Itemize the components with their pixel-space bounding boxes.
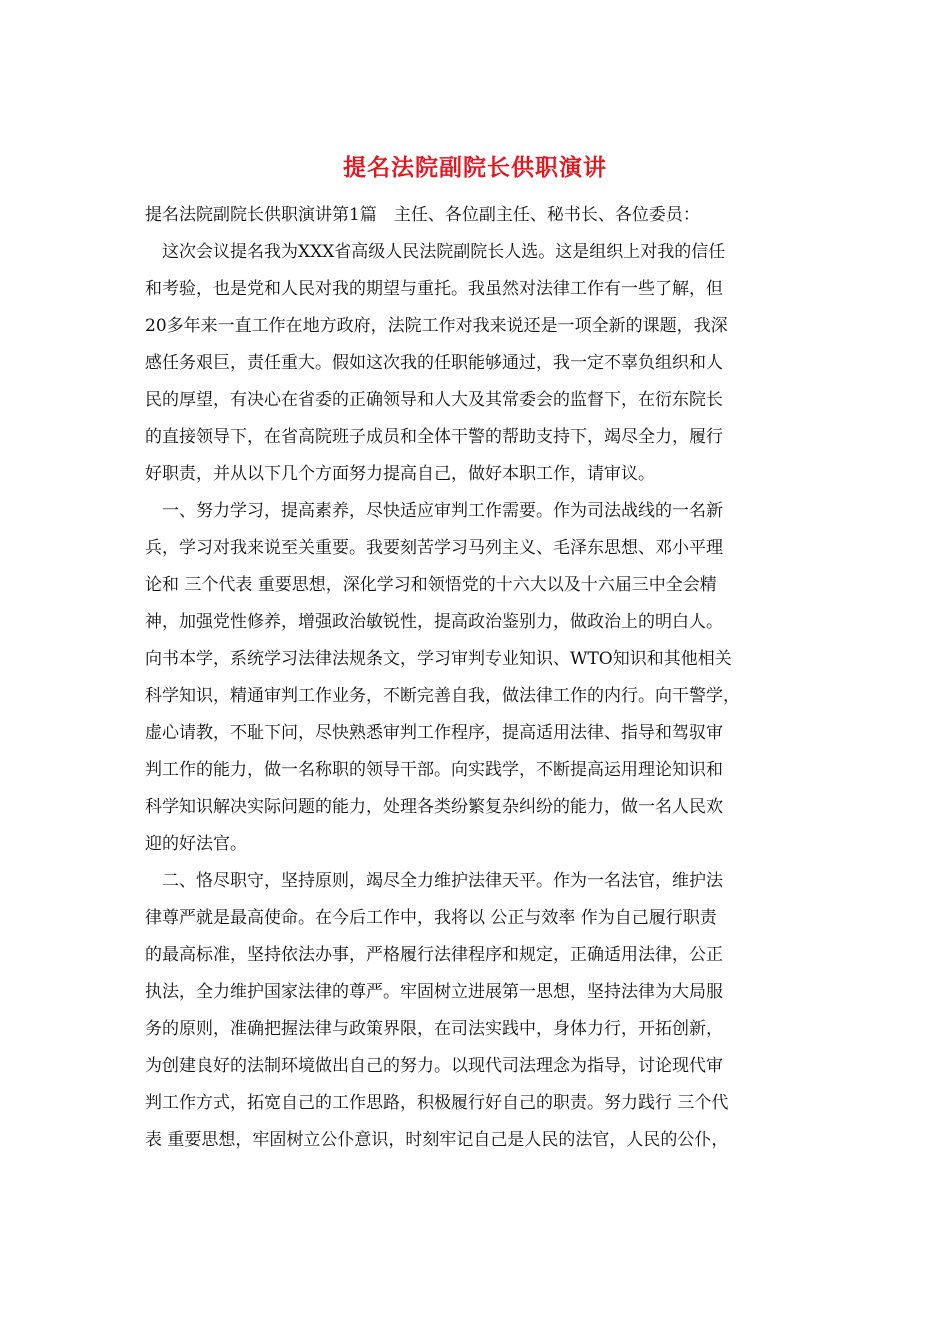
text-line: 和考验，也是党和人民对我的期望与重托。我虽然对法律工作有一些了解，但 [145, 279, 723, 299]
text-line: 向书本学，系统学习法律法规条文，学习审判专业知识、WTO知识和其他相关 [145, 649, 732, 669]
document-body [145, 197, 807, 1159]
text-line: 感任务艰巨，责任重大。假如这次我的任职能够通过，我一定不辜负组织和人 [145, 353, 723, 373]
text-line: 虚心请教，不耻下问，尽快熟悉审判工作程序，提高适用法律、指导和驾驭审 [145, 723, 723, 743]
text-line: 提名法院副院长供职演讲第1篇 主任、各位副主任、秘书长、各位委员： [145, 205, 700, 225]
text-line: 执法，全力维护国家法律的尊严。牢固树立进展第一思想，坚持法律为大局服 [145, 982, 723, 1002]
text-line: 二、恪尽职守，坚持原则，竭尽全力维护法律天平。作为一名法官，维护法 [145, 871, 723, 891]
text-line: 科学知识，精通审判工作业务，不断完善自我，做法律工作的内行。向干警学， [145, 686, 740, 706]
text-line: 兵，学习对我来说至关重要。我要刻苦学习马列主义、毛泽东思想、邓小平理 [145, 538, 723, 558]
text-line: 的直接领导下，在省高院班子成员和全体干警的帮助支持下，竭尽全力，履行 [145, 427, 723, 447]
text-line: 判工作方式，拓宽自己的工作思路，积极履行好自己的职责。努力践行 三个代 [145, 1093, 729, 1113]
text-line: 律尊严就是最高使命。在今后工作中，我将以 公正与效率 作为自己履行职责 [145, 908, 717, 928]
text-line: 判工作的能力，做一名称职的领导干部。向实践学，不断提高运用理论知识和 [145, 760, 723, 780]
text-line: 神，加强党性修养，增强政治敏锐性，提高政治鉴别力，做政治上的明白人。 [145, 612, 723, 632]
text-line: 一、努力学习，提高素养，尽快适应审判工作需要。作为司法战线的一名新 [145, 501, 723, 521]
text-line: 这次会议提名我为XXX省高级人民法院副院长人选。这是组织上对我的信任 [145, 242, 726, 262]
text-line: 好职责，并从以下几个方面努力提高自己，做好本职工作，请审议。 [145, 464, 655, 484]
text-line: 论和 三个代表 重要思想，深化学习和领悟党的十六大以及十六届三中全会精 [145, 575, 717, 595]
document-title: 提名法院副院长供职演讲 [343, 154, 607, 181]
text-line: 迎的好法官。 [145, 834, 247, 854]
text-line: 20多年来一直工作在地方政府，法院工作对我来说还是一项全新的课题，我深 [145, 316, 728, 336]
text-line: 为创建良好的法制环境做出自己的努力。以现代司法理念为指导，讨论现代审 [145, 1056, 723, 1076]
text-line: 民的厚望，有决心在省委的正确领导和人大及其常委会的监督下，在衍东院长 [145, 390, 723, 410]
text-line: 科学知识解决实际问题的能力，处理各类纷繁复杂纠纷的能力，做一名人民欢 [145, 797, 723, 817]
text-line: 表 重要思想，牢固树立公仆意识，时刻牢记自己是人民的法官，人民的公仆， [145, 1130, 729, 1150]
text-line: 务的原则，准确把握法律与政策界限，在司法实践中，身体力行，开拓创新， [145, 1019, 723, 1039]
text-line: 的最高标准，坚持依法办事，严格履行法律程序和规定，正确适用法律，公正 [145, 945, 723, 965]
